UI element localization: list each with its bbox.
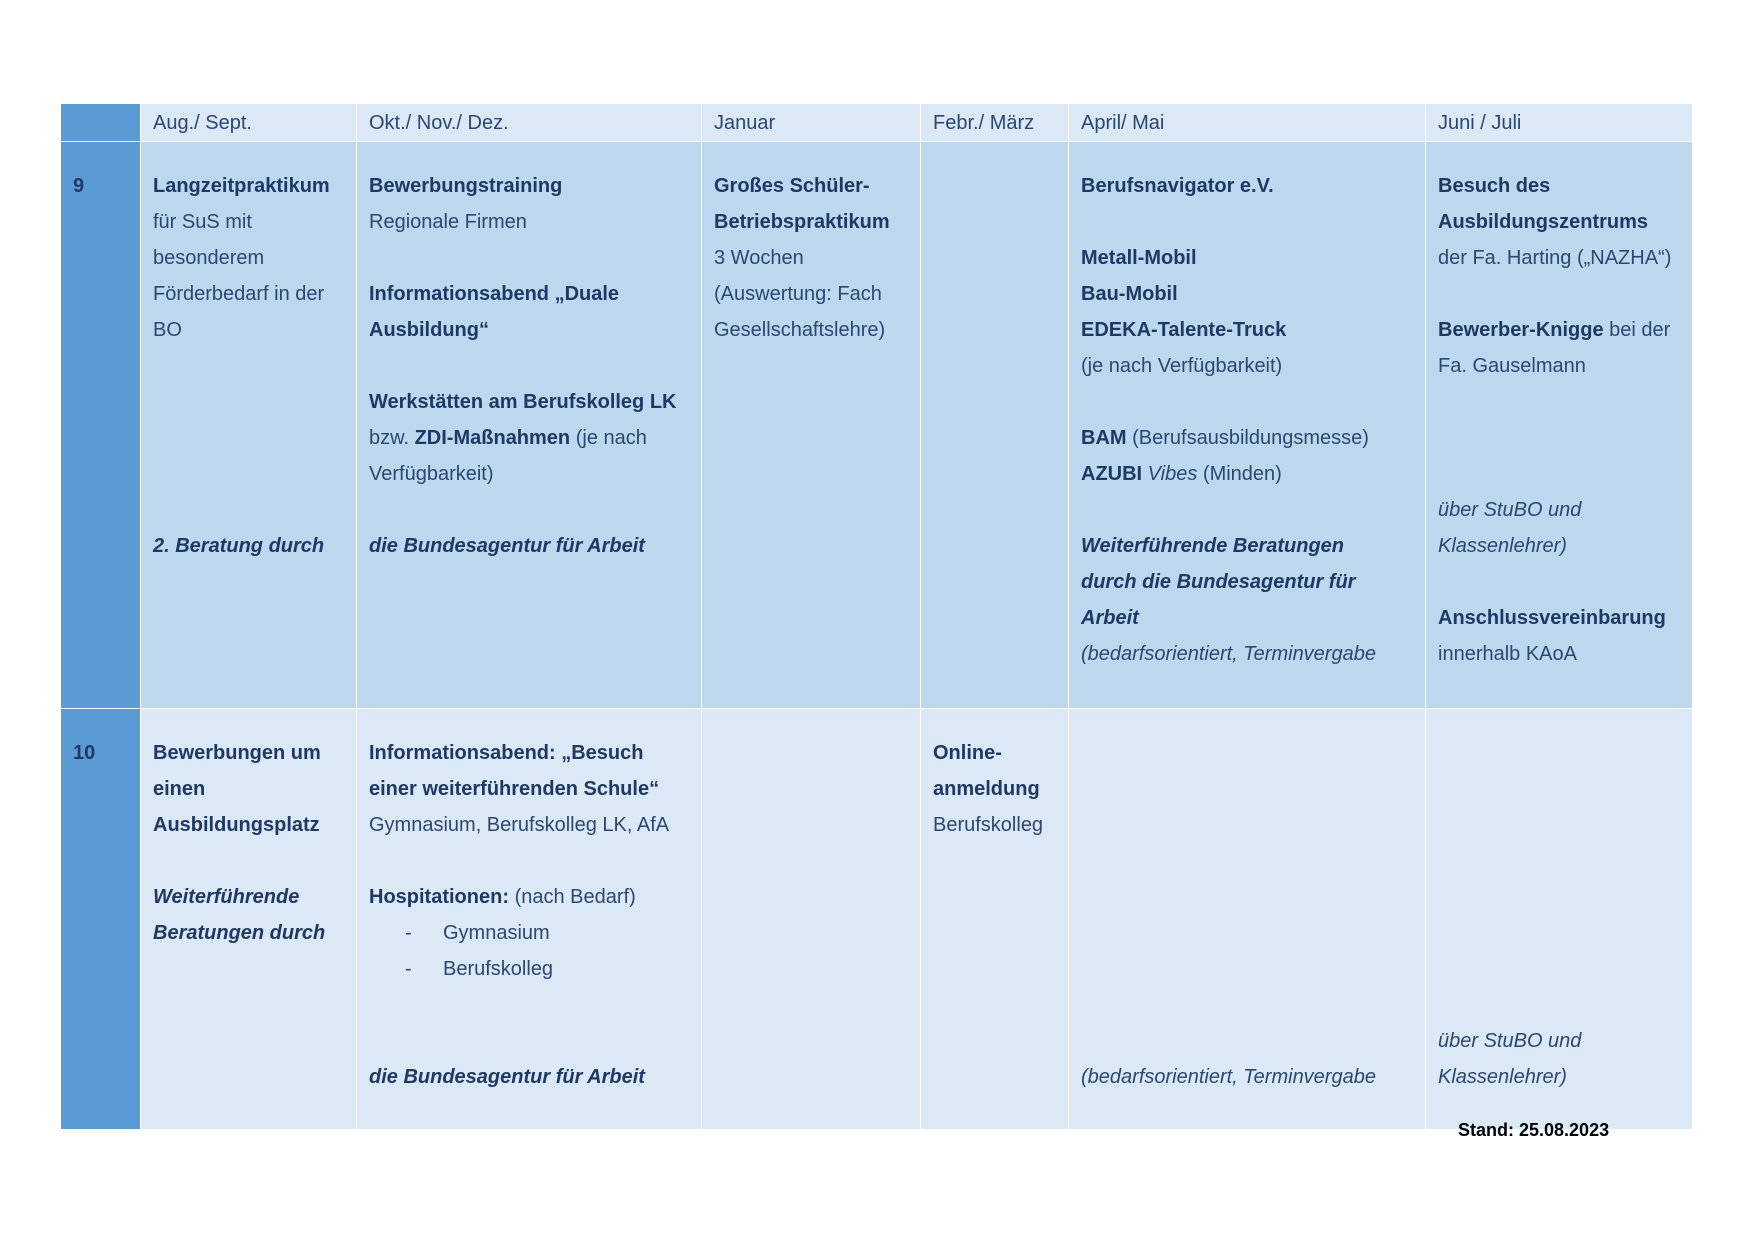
dash-marker-1: - (405, 922, 412, 944)
item-gymnasium: Gymnasium (443, 922, 550, 944)
schulen-list: Gymnasium, Berufskolleg LK, AfA (369, 814, 670, 836)
bam-label: BAM (1081, 427, 1127, 449)
betriebspraktikum-title-2: Betriebspraktikum (714, 211, 890, 233)
bewerbungen-line-3: Ausbildungsplatz (153, 814, 320, 836)
stubo-line-2: Klassenlehrer) (1438, 535, 1567, 557)
azubi-label: AZUBI (1081, 463, 1143, 485)
grade-9-label: 9 (61, 142, 141, 709)
regionale-firmen: Regionale Firmen (369, 211, 527, 233)
grade-9-juni-juli-cell (1426, 142, 1693, 709)
verfuegbarkeit-text: Verfügbarkeit) (369, 463, 494, 485)
grade-10-label: 10 (61, 709, 141, 1130)
bewerbungen-line-2: einen (153, 778, 206, 800)
praktikum-auswertung-2: Gesellschaftslehre) (714, 319, 886, 341)
zdi-line (369, 420, 689, 456)
knigge-line (1438, 312, 1680, 348)
je-nach-text: (je nach (575, 427, 647, 449)
bewerbungstraining-title: Bewerbungstraining (369, 175, 563, 197)
vibes-label: Vibes (1147, 463, 1198, 485)
hospitation-item-berufskolleg (369, 951, 689, 987)
langzeit-line-4: Förderbedarf in der (153, 283, 325, 305)
header-row (61, 104, 1693, 142)
bam-line (1081, 420, 1413, 456)
azubi-line (1081, 456, 1413, 492)
header-juni-juli: Juni / Juli (1426, 104, 1693, 142)
header-aug-sept: Aug./ Sept. (141, 104, 357, 142)
dash-marker-2: - (405, 958, 412, 980)
onlineanmeldung-1: Online- (933, 742, 1002, 764)
grade-10-januar-cell (702, 709, 921, 1130)
grade-10-juni-juli-cell (1426, 709, 1693, 1130)
terminvergabe-note-10: (bedarfsorientiert, Terminvergabe (1081, 1066, 1376, 1088)
onlineanmeldung-2: anmeldung (933, 778, 1040, 800)
zdi-massnahmen: ZDI-Maßnahmen (414, 427, 571, 449)
onlineanmeldung-berufskolleg: Berufskolleg (933, 814, 1044, 836)
kaoa-line: innerhalb KAoA (1438, 643, 1577, 665)
infoabend-duale-line-1: Informationsabend „Duale (369, 283, 620, 305)
schedule-sheet (60, 103, 1692, 1130)
weiterfuehrende-line-2: Beratungen durch (153, 922, 326, 944)
grade-10-okt-nov-dez-cell (357, 709, 702, 1130)
nach-bedarf: (nach Bedarf) (514, 886, 636, 908)
grade-9-okt-nov-dez-cell (357, 142, 702, 709)
hospitationen-label: Hospitationen: (369, 886, 509, 908)
grade-9-april-mai-cell (1069, 142, 1426, 709)
infoabend-schule-line-1: Informationsabend: „Besuch (369, 742, 644, 764)
ausbildungszentrum-title-2: Ausbildungszentrums (1438, 211, 1649, 233)
weiterfuehrende-line-1: Weiterführende (153, 886, 300, 908)
langzeit-line-2: für SuS mit (153, 211, 252, 233)
harting-line: der Fa. Harting („NAZHA“) (1438, 247, 1672, 269)
bam-desc: (Berufsausbildungsmesse) (1132, 427, 1369, 449)
langzeit-line-5: BO (153, 319, 182, 341)
item-berufskolleg: Berufskolleg (443, 958, 554, 980)
bewerber-knigge: Bewerber-Knigge (1438, 319, 1604, 341)
beratung-label: 2. Beratung durch (153, 535, 325, 557)
langzeitpraktikum-title: Langzeitpraktikum (153, 175, 330, 197)
praktikum-duration: 3 Wochen (714, 247, 804, 269)
stubo-line-1: über StuBO und (1438, 499, 1582, 521)
hospitation-item-gymnasium (369, 915, 689, 951)
header-januar: Januar (702, 104, 921, 142)
weiterfuehrende-beratung-1: Weiterführende Beratungen (1081, 535, 1344, 557)
anschlussvereinbarung: Anschlussvereinbarung (1438, 607, 1666, 629)
grade-9-row (61, 142, 1693, 709)
grade-10-april-mai-cell (1069, 709, 1426, 1130)
bundesagentur-label-10: die Bundesagentur für Arbeit (369, 1066, 645, 1088)
langzeit-line-3: besonderem (153, 247, 265, 269)
grade-10-aug-sept-cell (141, 709, 357, 1130)
berufsnavigator-title: Berufsnavigator e.V. (1081, 175, 1274, 197)
header-febr-maerz: Febr./ März (921, 104, 1069, 142)
ausbildungszentrum-title-1: Besuch des (1438, 175, 1551, 197)
weiterfuehrende-beratung-3: Arbeit (1081, 607, 1139, 629)
hospitationen-line (369, 879, 689, 915)
gauselmann-line: Fa. Gauselmann (1438, 355, 1586, 377)
terminvergabe-note: (bedarfsorientiert, Terminvergabe (1081, 643, 1376, 665)
stubo-line-1-10: über StuBO und (1438, 1030, 1582, 1052)
grade-9-febr-maerz-cell (921, 142, 1069, 709)
edeka-truck: EDEKA-Talente-Truck (1081, 319, 1287, 341)
header-grade-cell (61, 104, 141, 142)
praktikum-auswertung-1: (Auswertung: Fach (714, 283, 882, 305)
bzw-text: bzw. (369, 427, 410, 449)
werkstaetten-title: Werkstätten am Berufskolleg LK (369, 391, 677, 413)
bewerbungen-line-1: Bewerbungen um (153, 742, 321, 764)
grade-9-aug-sept-cell (141, 142, 357, 709)
bau-mobil: Bau-Mobil (1081, 283, 1178, 305)
bei-der-text: bei der (1609, 319, 1671, 341)
betriebspraktikum-title-1: Großes Schüler- (714, 175, 870, 197)
infoabend-schule-line-2: einer weiterführenden Schule“ (369, 778, 660, 800)
header-okt-nov-dez: Okt./ Nov./ Dez. (357, 104, 702, 142)
header-april-mai: April/ Mai (1069, 104, 1426, 142)
metall-mobil: Metall-Mobil (1081, 247, 1197, 269)
bundesagentur-label: die Bundesagentur für Arbeit (369, 535, 645, 557)
verfuegbarkeit-note: (je nach Verfügbarkeit) (1081, 355, 1283, 377)
career-orientation-table (60, 103, 1693, 1130)
stubo-line-2-10: Klassenlehrer) (1438, 1066, 1567, 1088)
infoabend-duale-line-2: Ausbildung“ (369, 319, 489, 341)
weiterfuehrende-beratung-2: durch die Bundesagentur für (1081, 571, 1356, 593)
stand-date: Stand: 25.08.2023 (1458, 1120, 1610, 1140)
grade-10-febr-maerz-cell (921, 709, 1069, 1130)
grade-10-row (61, 709, 1693, 1130)
minden-label: (Minden) (1202, 463, 1282, 485)
grade-9-januar-cell (702, 142, 921, 709)
